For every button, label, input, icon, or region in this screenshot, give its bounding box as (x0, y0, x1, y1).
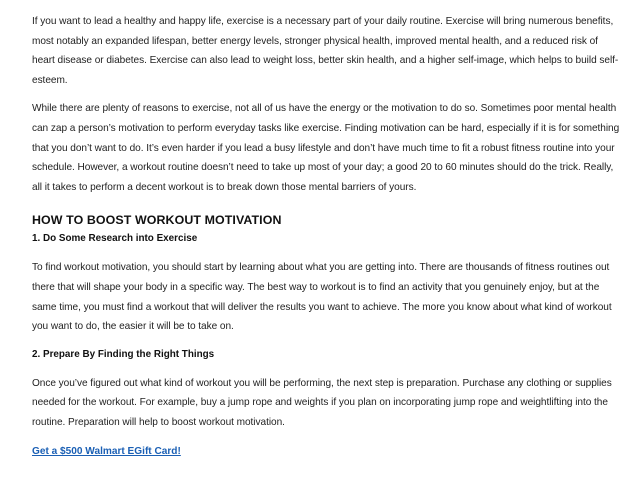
item-1-heading: 1. Do Some Research into Exercise (32, 233, 198, 245)
section-heading: HOW TO BOOST WORKOUT MOTIVATION (32, 213, 282, 228)
intro-paragraph-1: If you want to lead a healthy and happy life, exercise is a necessary part of your daily routine. Exercise will bring numerous benefits, most notably an expanded lifespan, better energy levels, stronger physical health, improved mental health, and a reduced risk of heart disease or diabetes. Exercise can also lead to weight loss, better skin health, and a higher self-image, which helps to build self-esteem. (32, 16, 619, 86)
item-2-paragraph: Once you’ve figured out what kind of workout you will be performing, the next step is preparation. Purchase any clothing or supplies needed for the workout. For example, buy a jump rope and weights if you plan on incorporating jump rope and weightlifting into the routine. Preparation will help to boost workout motivation. (32, 377, 612, 428)
intro-paragraph-2: While there are plenty of reasons to exercise, not all of us have the energy or the motivation to do so. Sometimes poor mental health can zap a person’s motivation to perform everyday tasks like exercise. Finding motivation can be hard, especially if it is for something that you don’t want to do. It’s even harder if you lead a busy lifestyle and don’t have much time to fit a robust fitness routine into your schedule. However, a workout routine doesn’t need to take up most of your day; a good 20 to 60 minutes should do the trick. Really, all it takes to perform a decent workout is to break down those mental barriers of yours. (32, 103, 620, 193)
gift-card-link[interactable]: Get a $500 Walmart EGift Card! (32, 445, 181, 457)
item-2-heading: 2. Prepare By Finding the Right Things (32, 348, 215, 360)
document-page (32, 12, 622, 459)
item-1-paragraph: To find workout motivation, you should start by learning about what you are getting into. There are thousands of fitness routines out there that will shape your body in a specific way. The best way to workout is to find an activity that you genuinely enjoy, but at the same time, you must find a workout that will deliver the results you want to achieve. The more you know about what kind of workout you want to do, the easier it will be to take on. (32, 262, 612, 333)
